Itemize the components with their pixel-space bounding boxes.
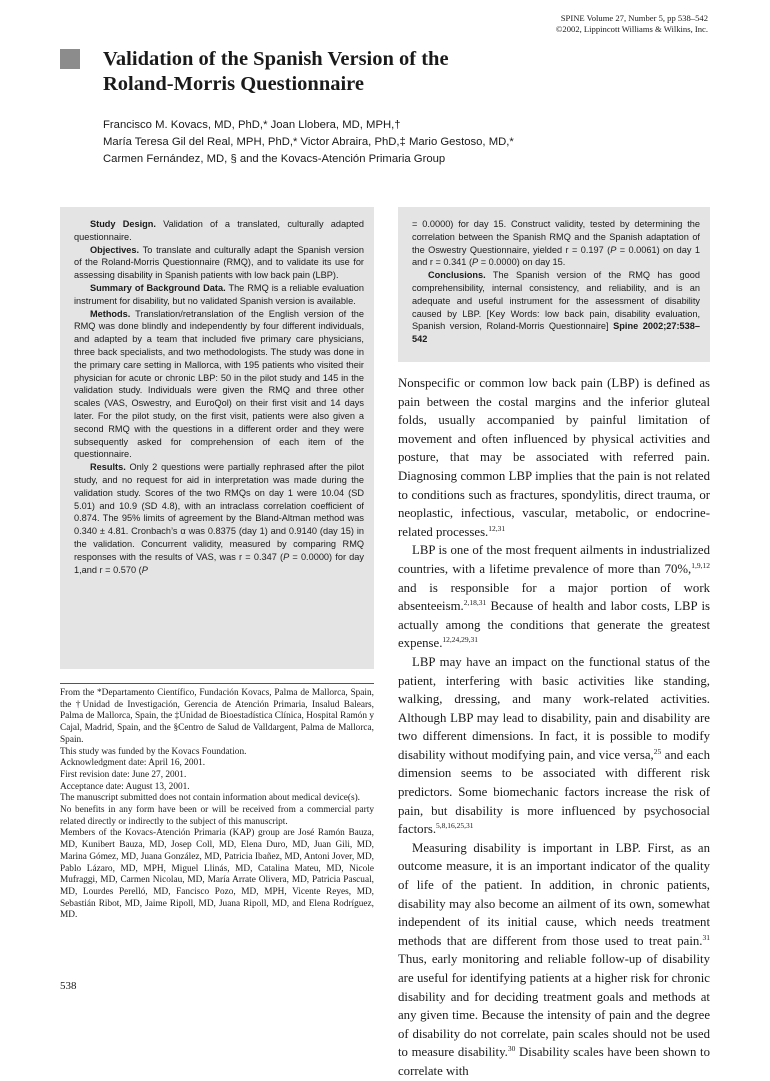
journal-header <box>556 13 708 35</box>
reference-superscript: 1,9,12 <box>691 560 710 570</box>
abstract-text: Validation of a translated, culturally adapted questionnaire. <box>74 219 364 242</box>
title-line-1: Validation of the Spanish Version of the <box>103 48 449 70</box>
footnote-device: The manuscript submitted does not contain information about medical device(s). <box>60 793 361 804</box>
body-text-run: Thus, early monitoring and reliable follow-up of disability are useful for identifying patients at a higher risk for chronic disability and for deciding treatment goals and methods at any given time. Because the intensity of pain and the degree of disability do not correlate, pain scales should not be used to measure disability. <box>398 952 710 1060</box>
abstract-text: = 0.0000) for day 1,and r = 0.570 ( <box>74 551 364 575</box>
author-list <box>103 117 514 168</box>
body-text <box>398 374 710 1081</box>
journal-citation-inline: Spine 2002;27:538–542 <box>412 321 700 345</box>
abstract-text: The Spanish version of the RMQ has good comprehensibility, internal consistency, and reliability, and is an adequate and useful instrument for the assessment of disability caused by LBP. [Key Words: low back pain, disability evaluation, Spanish version, Roland-Morris Questionnaire] <box>412 270 700 332</box>
footnote-revision-date: First revision date: June 27, 2001. <box>60 769 187 780</box>
body-paragraph-2 <box>398 541 710 653</box>
page-number: 538 <box>60 980 77 992</box>
abstract-text: To translate and culturally adapt the Spanish version of the Roland-Morris Questionnaire (RMQ), and to validate its use for assessing disability in Spanish patients with low back pain (LBP). <box>74 244 364 281</box>
footnote-ack-date: Acknowledgment date: April 16, 2001. <box>60 758 206 769</box>
abstract-conclusions <box>412 269 700 346</box>
authors-line-2: María Teresa Gil del Real, MPH, PhD,* Victor Abraira, PhD,‡ Mario Gestoso, MD,* <box>103 136 514 148</box>
body-text-run: LBP may have an impact on the functional status of the patient, interfering with basic activities like standing, walking, dressing, and many work-related activities. Although LBP may lead to disability, pain and disability are two different dimensions. In fact, it is possible to modify disability without modifying pain, and vice versa, <box>398 654 710 762</box>
body-text-run: Because of health and labor costs, LBP is actually among the conditions that generate the greatest expense. <box>398 599 710 651</box>
authors-line-1: Francisco M. Kovacs, MD, PhD,* Joan Llobera, MD, MPH,† <box>103 119 401 131</box>
footnote-members: Members of the Kovacs-Atención Primaria (KAP) group are José Ramón Bauza, MD, Kunibert Bauza, MD, Josep Coll, MD, Elena Duro, MD, Juan Gili, MD, Marina Gómez, MD, Juana González, MD, Patricia Ibañez, MD, Antoni Jover, MD, Pablo Lázaro, MD, MPH, Miguel Llinás, MD, Catalina Mateu, MD, Nicole Mufraggi, MD, Carmen Nicolau, MD, María Arrate Olivera, MD, Patricia Pascual, MD, Lourdes Perelló, MD, Fancisco Pozo, MD, MPH, Vicente Reyes, MD, Sebastián Ribot, MD, Jaime Ripoll, MD, Juana Ripoll, MD, and Elena Rodríguez, MD. <box>60 828 374 921</box>
body-text-run: and is responsible for a major portion of work absenteeism. <box>398 580 710 614</box>
body-text-run: and each dimension seems to be associated with different risk predictors. Some biomechanic factors increase the risk of pain, but disability is more influenced by psychosocial factors. <box>398 747 710 837</box>
abstract-text: Translation/retranslation of the English version of the RMQ was done blindly and independently by four different individuals, and adapted by a team that included five primary care physicians, three back specialists, and two methodologists. The study was done in the primary care setting in Mallorca, with 195 patients who visited their physician for acute or chronic LBP: 50 in the pilot study and 145 in the validation study. Individuals were given the RMQ and three other scales (VAS, Oswestry, and EuroQol) on their first visit and 14 days later. For the pilot study, on the first visit, patients were also given a second RMQ with the questions in a different order and they were subsequently asked for comprehension of each item of the questionnaire. <box>74 308 364 460</box>
footnote-funding: This study was funded by the Kovacs Foundation. <box>60 746 247 757</box>
abstract-heading: Study Design. <box>90 219 156 229</box>
body-text-run: LBP is one of the most frequent ailments in industrialized countries, with a lifetime prevalence of more than 70%, <box>398 543 710 576</box>
body-text-run: Measuring disability is important in LBP. First, as an outcome measure, it is an important indicator of the quality of life of the patient. In addition, in chronic patients, disability may also become an ailment of its own, somewhat independent of its initial cause, which needs treatment methods that are different from those used to treat pain. <box>398 840 710 948</box>
reference-superscript: 5,8,16,25,31 <box>436 821 474 831</box>
copyright-line: ©2002, Lippincott Williams & Wilkins, Inc. <box>555 24 708 34</box>
abstract-background <box>74 282 364 308</box>
abstract-text: = 0.0061) on day 1 and r = 0.341 ( <box>412 244 700 268</box>
footnote-benefits: No benefits in any form have been or will be received from a commercial party related directly or indirectly to the subject of this manuscript. <box>60 805 374 827</box>
abstract-text: The RMQ is a reliable evaluation instrument for disability, but no validated Spanish version is available. <box>74 282 364 306</box>
abstract-text: = 0.0000) for day 15. Construct validity, tested by determining the correlation between the Spanish RMQ and the Spanish adaptation of the Oswestry Questionnaire, yielded r = 0.197 ( <box>412 219 700 255</box>
body-text-run: Nonspecific or common low back pain (LBP) is defined as pain between the costal margins and the inferior gluteal folds, usually accompanied by painful limitation of movement and often influenced by physical activities and posture, that may be associated with referred pain. Diagnosing common LBP implies that the pain is not related to conditions such as fractures, spondylitis, direct trauma, or neoplastic, infectious, vascular, metabolic, or endocrine-related processes. <box>398 376 710 539</box>
reference-superscript: 31 <box>702 932 710 942</box>
p-value-symbol: P <box>472 257 479 268</box>
abstract-heading: Methods. <box>90 308 131 319</box>
abstract-heading: Conclusions. <box>428 270 486 281</box>
footnotes <box>60 683 374 922</box>
reference-superscript: 2,18,31 <box>463 598 487 608</box>
abstract-box-left <box>60 207 374 669</box>
authors-line-3: Carmen Fernández, MD, § and the Kovacs-Atención Primaria Group <box>103 153 446 165</box>
abstract-results-continued <box>412 218 700 269</box>
body-paragraph-3 <box>398 653 710 839</box>
footnote-acceptance-date: Acceptance date: August 13, 2001. <box>60 781 190 792</box>
reference-superscript: 25 <box>653 746 662 756</box>
article-title <box>103 47 449 97</box>
abstract-heading: Summary of Background Data. <box>90 282 226 293</box>
p-value-symbol: P <box>283 551 290 562</box>
title-marker-square <box>60 49 80 69</box>
body-paragraph-1 <box>398 374 710 541</box>
journal-citation: SPINE Volume 27, Number 5, pp 538–542 <box>560 13 708 23</box>
abstract-text: Only 2 questions were partially rephrased after the pilot study, and no request for aid in interpretation was made during the validation study. Scores of the two RMQs on day 1 were 10.04 (SD 5.01) and 10.9 (SD 4.8), with an intraclass correlation coefficient of 0.874. The 95% limits of agreement by the Bland-Altman method was 0.340 ± 4.81. Cronbach’s α was 0.8375 (day 1) and 0.9140 (day 15) in the validation. Concurrent validity, measured by comparing RMQ responses with the results of VAS, was r = 0.347 ( <box>74 462 364 562</box>
abstract-objectives <box>74 244 364 282</box>
reference-superscript: 12,24,29,31 <box>442 635 479 645</box>
abstract-study-design <box>74 218 364 244</box>
reference-superscript: 12,31 <box>488 523 506 533</box>
footnote-affiliations: From the *Departamento Científico, Fundación Kovacs, Palma de Mallorca, Spain, the †Unidad de Investigación, Gerencia de Atención Primaria, Insalud Balears, Palma de Mallorca, Spain, the ‡Unidad de Bioestadística Clínica, Hospital Ramón y Cajal, Madrid, Spain, and the §Centro de Salud de Valldargent, Palma de Mallorca, Spain. <box>60 688 374 745</box>
body-text-run: Disability scales have been shown to correlate with <box>398 1045 710 1078</box>
p-value-symbol: P <box>141 564 148 575</box>
abstract-heading: Objectives. <box>90 244 140 255</box>
abstract-heading: Results. <box>90 462 126 473</box>
reference-superscript: 30 <box>507 1044 516 1054</box>
title-line-2: Roland-Morris Questionnaire <box>103 73 364 95</box>
abstract-text: = 0.0000) on day 15. <box>478 257 566 268</box>
body-paragraph-4 <box>398 839 710 1081</box>
abstract-results <box>74 461 364 576</box>
abstract-methods <box>74 308 364 462</box>
p-value-symbol: P <box>610 244 617 255</box>
abstract-box-right <box>398 207 710 362</box>
